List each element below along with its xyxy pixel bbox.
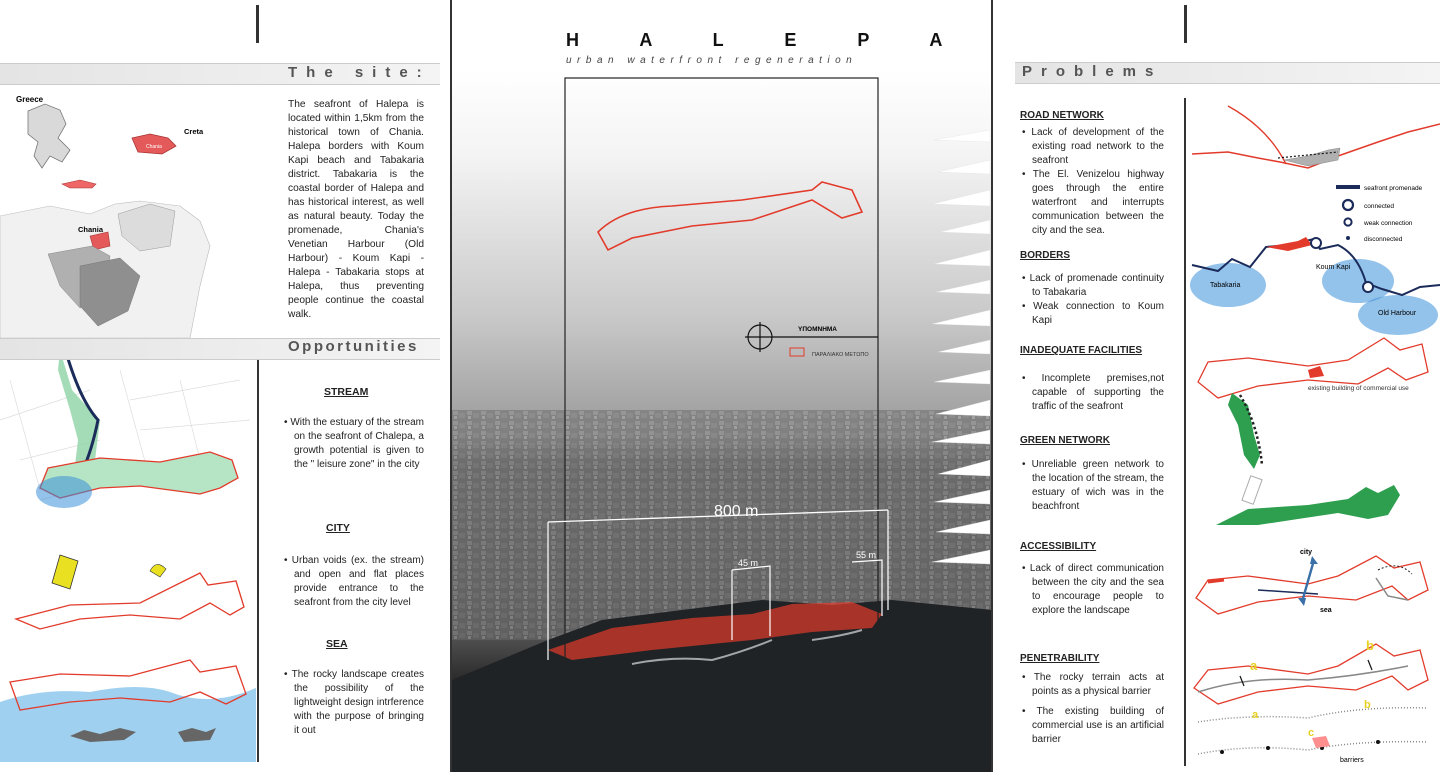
label-b-mid: b	[1364, 699, 1371, 711]
place-old-harbour: Old Harbour	[1378, 310, 1417, 317]
sea-diagram	[0, 652, 256, 762]
problem-green-item-1: Unreliable green network to the location of the stream, the estuary of wich was in the beachfront	[1031, 459, 1164, 512]
dim-800: 800 m	[714, 503, 759, 520]
problem-accessibility-list: • Lack of direct communication between the city and the sea to encourage people to explore the landscape	[1022, 563, 1164, 616]
problem-borders-item-2: Weak connection to Koum Kapi	[1032, 301, 1164, 326]
right-divider	[1184, 98, 1186, 766]
label-a-mid: a	[1252, 709, 1259, 721]
opp-heading-city: CITY	[326, 522, 350, 534]
stream-diagram	[0, 360, 256, 540]
center-aerial-view	[452, 0, 992, 772]
place-koum-kapi: Koum Kapi	[1316, 264, 1351, 271]
problem-penetrability-list: • The rocky terrain acts at points as a physical barrier • The existing building of commercial use is an artificial barrier	[1022, 672, 1164, 745]
problem-borders-list: • Lack of promenade continuity to Tabakaria • Weak connection to Koum Kapi	[1022, 273, 1165, 326]
opp-city-item: Urban voids (ex. the stream) and open and flat places provide entrance to the seafront from the city level	[291, 555, 424, 608]
problem-road-list: • Lack of development of the existing road network to the seafront • The El. Venizelou highway goes through the entire waterfront and interrupts communication between the city and the sea.	[1022, 127, 1165, 236]
legend-weak: weak connection	[1364, 220, 1413, 227]
problem-heading-accessibility: ACCESSIBILITY	[1020, 541, 1097, 552]
problem-penetrability-item-2: The existing building of commercial use is an artificial barrier	[1032, 706, 1164, 745]
problem-heading-green: GREEN NETWORK	[1020, 435, 1110, 446]
legend-disconnected: disconnected	[1364, 236, 1403, 243]
borders-diagram	[1188, 175, 1440, 335]
halepa-subtitle: urban waterfront regeneration	[566, 55, 858, 66]
barriers-label: barriers	[1340, 757, 1364, 764]
site-description: The seafront of Halepa is located within 1,5km from the historical town of Chania. Halepa borders with Koum Kapi beach and Tabakaria district. Tabakaria is the coastal border of Halepa and has historical interest, as well as natural beauty. Today the promenade, Chania's Venetian Harbour (Old Harbour) - Koum Kapi - Halepa - Tabakaria stops at Halepa, thus preventing people continue the coastal walk.	[288, 99, 424, 320]
legend-promenade: seafront promenade	[1364, 185, 1423, 192]
opp-heading-stream: STREAM	[324, 386, 369, 398]
problem-heading-penetrability: PENETRABILITY	[1020, 653, 1100, 664]
dim-45: 45 m	[738, 558, 759, 568]
problem-heading-borders: BORDERS	[1020, 250, 1071, 261]
legend-item: ΠΑΡΑΛΙΑΚΟ ΜΕΤΩΠΟ	[812, 352, 869, 358]
halepa-title: H A L E P A	[566, 30, 971, 50]
legend-title: ΥΠΟΜΝΗΜΑ	[798, 326, 837, 333]
place-tabakaria: Tabakaria	[1210, 282, 1241, 289]
green-network-diagram	[1188, 385, 1440, 535]
opp-heading-sea: SEA	[326, 638, 348, 650]
problem-heading-road: ROAD NETWORK	[1020, 110, 1104, 121]
problem-facilities-item-1: Incomplete premises,not capable of supporting the traffic of the seafront	[1032, 373, 1164, 412]
left-divider	[257, 338, 259, 762]
center-right-border	[991, 0, 993, 772]
building-label: existing building of commercial use	[1308, 385, 1409, 392]
penetrability-diagram	[1188, 636, 1440, 766]
map-label-chania: Chania	[78, 225, 104, 234]
opp-text-city: • Urban voids (ex. the stream) and open and flat places provide entrance to the seafront from the city level	[284, 555, 424, 608]
problem-green-list: • Unreliable green network to the location of the stream, the estuary of wich was in the beachfront	[1022, 459, 1164, 512]
city-diagram	[0, 545, 256, 645]
dim-55: 55 m	[856, 550, 877, 560]
opp-text-stream: • With the estuary of the stream on the seafront of Chalepa, a growth potential is given to the " leisure zone" in the city	[284, 417, 425, 470]
site-title: The site:	[288, 64, 431, 81]
problem-borders-item-1: Lack of promenade continuity to Tabakaria	[1029, 273, 1165, 298]
center-edge-spikes	[930, 120, 990, 600]
accessibility-diagram	[1188, 540, 1440, 630]
problem-road-item-2: The El. Venizelou highway goes through the entire waterfront and interrupts communication between the city and the sea.	[1032, 169, 1164, 236]
opportunities-title: Opportunities	[288, 338, 419, 355]
top-mark-right	[1184, 5, 1187, 43]
map-label-creta: Creta	[184, 127, 204, 136]
problem-heading-facilities: INADEQUATE FACILITIES	[1020, 345, 1143, 356]
problems-title: Problems	[1022, 63, 1163, 80]
label-a-top: a	[1250, 658, 1258, 673]
problem-accessibility-item-1: Lack of direct communication between the city and the sea to encourage people to explore the landscape	[1029, 563, 1164, 616]
sea-label: sea	[1320, 607, 1332, 614]
opp-stream-item: With the estuary of the stream on the seafront of Chalepa, a growth potential is given to the " leisure zone" in the city	[290, 417, 425, 470]
legend-connected: connected	[1364, 203, 1394, 210]
opp-text-sea: • The rocky landscape creates the possibility of the lightweight design intrference with the purpose of bringing it out	[284, 669, 425, 736]
problem-penetrability-item-1: The rocky terrain acts at points as a physical barrier	[1032, 672, 1164, 697]
location-map	[0, 86, 256, 338]
map-label-greece: Greece	[16, 95, 44, 104]
label-b-top: b	[1366, 638, 1374, 653]
city-label: city	[1300, 549, 1313, 556]
label-c: c	[1308, 727, 1315, 739]
map-label-chania-small: Chania	[146, 144, 162, 150]
opp-sea-item: The rocky landscape creates the possibility of the lightweight design intrference with the purpose of bringing it out	[291, 669, 425, 736]
top-mark-left	[256, 5, 259, 43]
problem-road-item-1: Lack of development of the existing road network to the seafront	[1031, 127, 1165, 166]
problem-facilities-list: • Incomplete premises,not capable of supporting the traffic of the seafront	[1022, 373, 1164, 412]
